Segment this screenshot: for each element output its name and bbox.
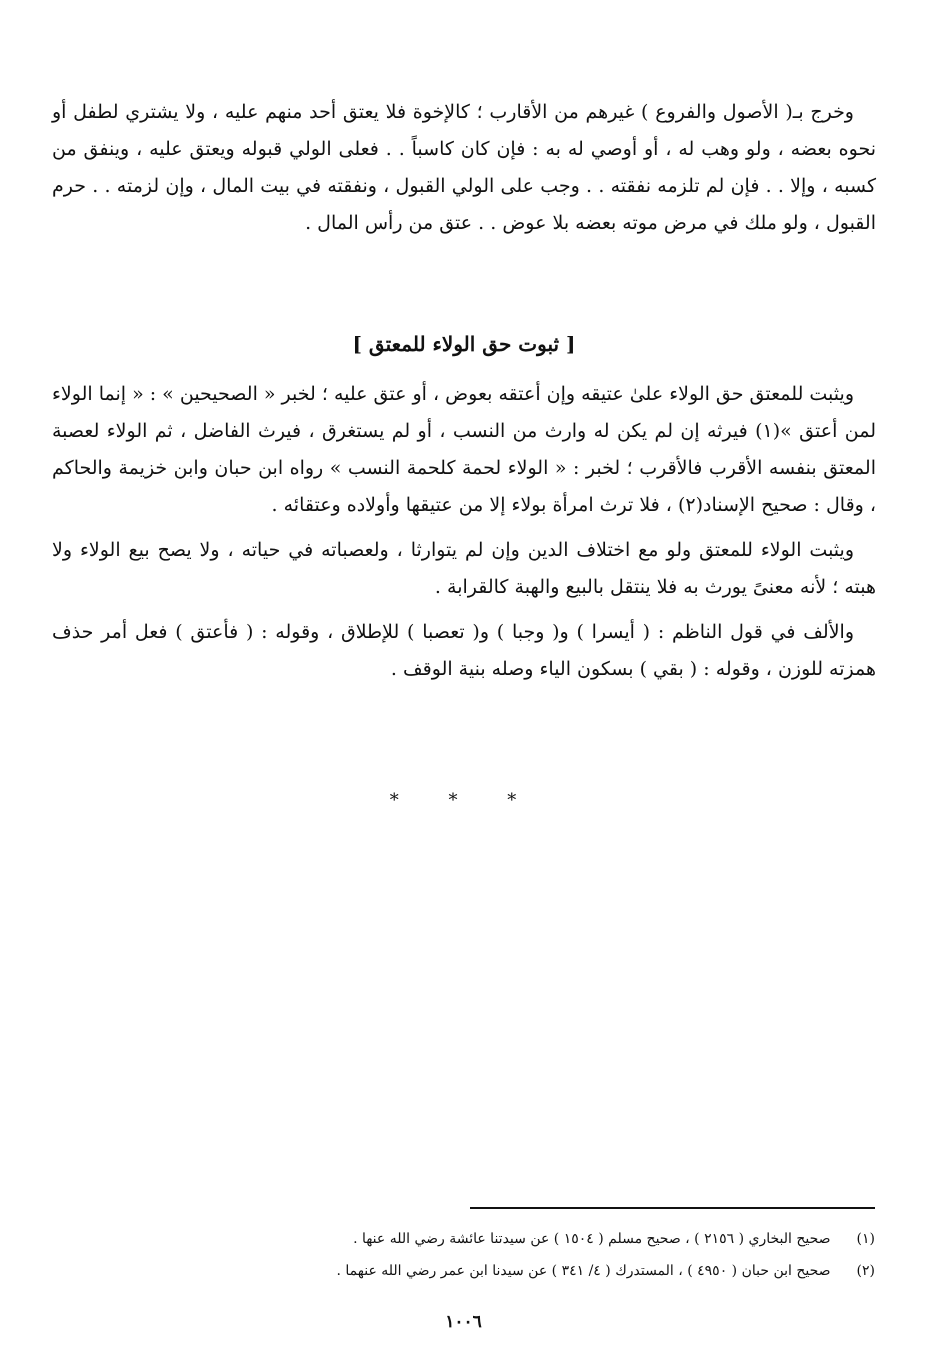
footnote-2-text: صحيح ابن حبان ( ٤٩٥٠ ) ، المستدرك ( ٤/ ٣٤١ ) عن سيدنا ابن عمر رضي الله عنهما . [336, 1263, 831, 1279]
footnote-1-number: (١) [856, 1231, 875, 1247]
footnote-separator-line [470, 1207, 875, 1209]
paragraph-4: والألف في قول الناظم : ( أيسرا ) و( وجبا ) و( تعصبا ) للإطلاق ، وقوله : ( فأعتق ) فعل أمر حذف همزته للوزن ، وقوله : ( بقي ) بسكون الياء وصله بنية الوقف . [52, 621, 876, 680]
paragraph-1-block [52, 94, 876, 242]
paragraph-2: ويثبت للمعتق حق الولاء علىٰ عتيقه وإن أعتقه بعوض ، أو عتق عليه ؛ لخبر « الصحيحين » : « إنما الولاء لمن أعتق »(١) فيرثه إن لم يكن له وارث من النسب ، أو لم يستغرق ، فيرث الفاضل ، ثم الولاء لعصبة المعتق بنفسه الأقرب فالأقرب ؛ لخبر : « الولاء لحمة كلحمة النسب » رواه ابن حبان وابن خزيمة والحاكم ، وقال : صحيح الإسناد(٢) ، فلا ترث امرأة بولاء إلا من عتيقها وأولاده وعتقائه . [52, 383, 876, 516]
footnote-2-number: (٢) [856, 1263, 875, 1279]
section-divider-stars: * * * [389, 790, 539, 811]
paragraph-1: وخرج بـ( الأصول والفروع ) غيرهم من الأقارب ؛ كالإخوة فلا يعتق أحد منهم عليه ، ولا يشتري لطفل أو نحوه بعضه ، ولو وهب له ، أو أوصي له به : فإن كان كاسباً . . فعلى الولي قبوله ويعتق عليه ، وينفق من كسبه ، وإلا . . فإن لم تلزمه نفقته . . وجب على الولي القبول ، ونفقته في بيت المال ، وإن لزمته . . حرم القبول ، ولو ملك في مرض موته بعضه بلا عوض . . عتق من رأس المال . [52, 101, 876, 234]
page-number: ١٠٠٦ [445, 1312, 482, 1332]
paragraph-3: ويثبت الولاء للمعتق ولو مع اختلاف الدين وإن لم يتوارثا ، ولعصباته في حياته ، ولا يصح بيع الولاء ولا هبته ؛ لأنه معنىً يورث به فلا ينتقل بالبيع والهبة كالقرابة . [52, 539, 876, 598]
main-text-block [52, 376, 876, 688]
footnote-1 [51, 1228, 875, 1250]
section-heading: [ ثبوت حق الولاء للمعتق ] [352, 332, 576, 356]
footnote-1-text: صحيح البخاري ( ٢١٥٦ ) ، صحيح مسلم ( ١٥٠٤ ) عن سيدتنا عائشة رضي الله عنها . [353, 1231, 831, 1247]
footnote-2 [51, 1260, 875, 1282]
